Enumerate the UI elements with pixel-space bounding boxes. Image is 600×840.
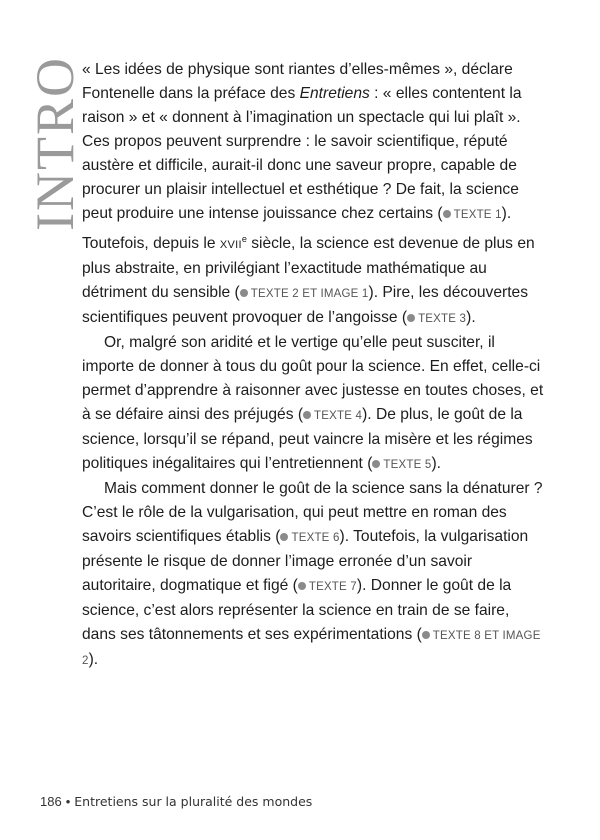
text-reference: TEXTE 5 (372, 459, 431, 471)
text-run: : « elles contentent la raison » et « donnent à l’imagination un spectacle qui lui plaît ». Ces propos peuvent surprendre : le savoir scientifique, réputé austère et difficile, aurait-il donc une saveur propre, capable de procurer un plaisir intellectuel et esthétique ? De fait, la science peut produire une intense jouissance chez certains ( (82, 85, 522, 222)
paragraph-3 (82, 477, 544, 673)
text-run: « Les idées de physique sont riantes d’elles-mêmes », déclare Fontenelle dans la préface des (82, 61, 513, 102)
text-reference: TEXTE 3 (407, 313, 466, 325)
bullet-icon (240, 289, 248, 297)
text-run: ). (431, 455, 441, 473)
text-reference: TEXTE 2 ET IMAGE 1 (240, 288, 369, 300)
section-title-intro: INTRO (25, 56, 85, 231)
book-title: Entretiens sur la pluralité des mondes (74, 794, 313, 809)
bullet-icon (407, 314, 415, 322)
bullet-icon (372, 460, 380, 468)
text-run: Or, malgré son aridité et le vertige qu’elle peut susciter, il importe de donner à tous du goût pour la science. En effet, celle-ci permet d’apprendre à raisonner avec justesse en toutes choses, et à se défaire ainsi des préjugés ( (82, 334, 544, 424)
body-text (82, 58, 544, 673)
bullet-icon (422, 631, 430, 639)
bullet-icon (303, 411, 311, 419)
paragraph-2 (82, 331, 544, 477)
text-run: ). (466, 309, 476, 327)
text-reference: TEXTE 1 (443, 209, 502, 221)
text-run: ). Pire, les découvertes scientifiques peuvent provoquer de l’angoisse ( (82, 284, 529, 327)
text-reference: TEXTE 7 (298, 581, 357, 593)
text-reference: TEXTE 8 ET IMAGE 2 (82, 630, 541, 668)
text-run: ). Toutefois, depuis le (82, 205, 512, 253)
text-reference: TEXTE 6 (280, 532, 339, 544)
work-title: Entretiens (299, 85, 370, 102)
text-reference: TEXTE 4 (303, 410, 362, 422)
bullet-icon (443, 210, 451, 218)
bullet-icon (280, 533, 288, 541)
text-run: siècle, la science est devenue de plus en plus abstraite, en privilégiant l’exactitude mathématique au détriment du sensible ( (82, 235, 535, 302)
footer-separator: • (65, 794, 71, 809)
page-number: 186 (40, 794, 62, 809)
page-footer (40, 794, 312, 809)
paragraph-1 (82, 58, 544, 331)
text-run: Mais comment donner le goût de la science sans la dénaturer ? C’est le rôle de la vulgarisation, qui peut mettre en roman des savoirs scientifiques établis ( (82, 480, 543, 546)
text-run: ). Donner le goût de la science, c’est alors représenter la science en train de se faire, dans ses tâtonnements et ses expérimentations ( (82, 577, 512, 644)
text-run: ). (88, 651, 99, 669)
century-numeral: XVII (219, 239, 242, 252)
century-superscript: e (241, 234, 247, 244)
text-run: ). Toutefois, la vulgarisation présente le risque de donner l’image erronée d’un savoir autoritaire, dogmatique et figé ( (82, 528, 529, 595)
text-run: ). De plus, le goût de la science, lorsqu’il se répand, peut vaincre la misère et les régimes politiques inégalitaires qui l’entretiennent ( (82, 406, 533, 473)
bullet-icon (298, 582, 306, 590)
